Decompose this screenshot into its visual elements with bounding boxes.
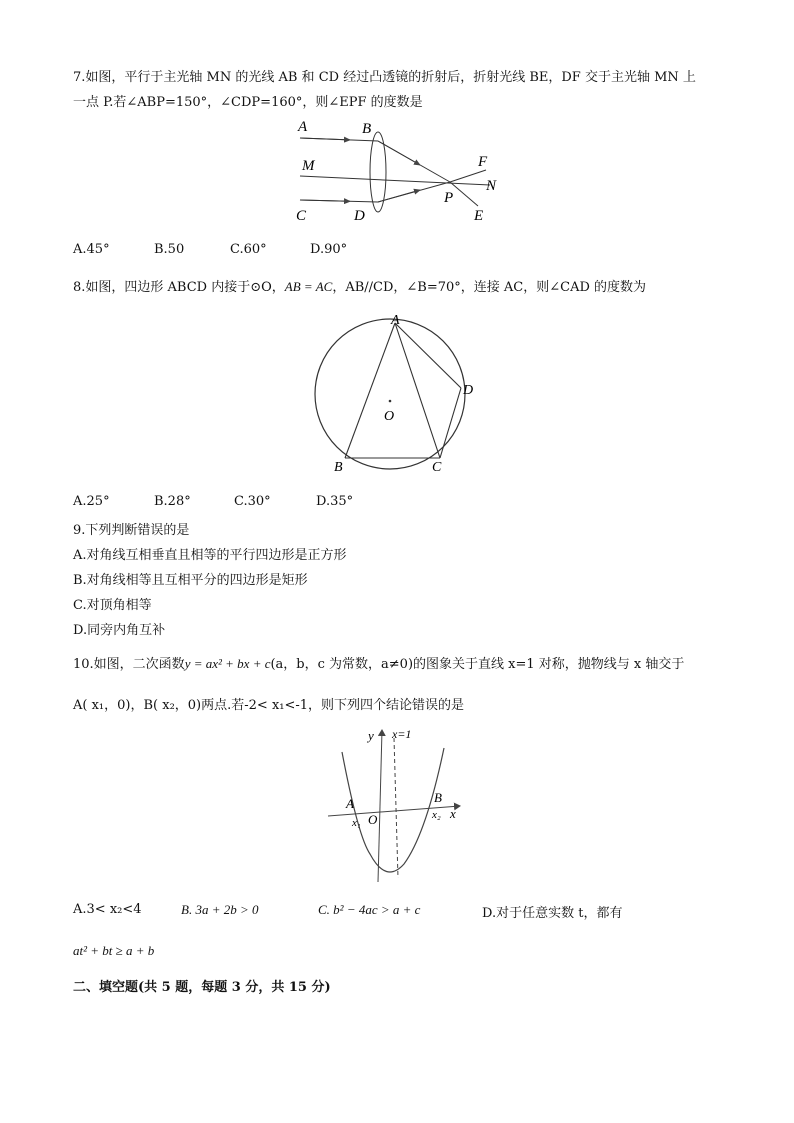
q8-stem-part2: ，AB//CD，∠B=70°，连接 AC，则∠CAD 的度数为 <box>332 280 647 295</box>
q7-option-a: A.45° <box>73 242 110 257</box>
q8-stem-part1: 8.如图，四边形 ABCD 内接于⊙O， <box>73 280 285 295</box>
q7-label-P: P <box>444 190 454 206</box>
q9-option-a: A.对角线互相垂直且相等的平行四边形是正方形 <box>73 548 347 563</box>
q10-option-d: D.对于任意实数 t，都有 <box>482 906 623 921</box>
q10-option-c: C. b² − 4ac > a + c <box>318 902 421 917</box>
q8-circle-figure <box>312 306 482 478</box>
q7-label-E: E <box>474 208 484 224</box>
q8-label-D: D <box>463 383 474 398</box>
q8-stem <box>73 276 646 295</box>
q8-option-b: B.28° <box>154 494 191 509</box>
q9-stem: 9.下列判断错误的是 <box>73 523 190 538</box>
q10-parabola-figure <box>326 724 468 884</box>
q10-option-d-continued: at² + bt ≥ a + b <box>73 943 155 958</box>
q8-arc-equality: AB = AC <box>284 279 333 294</box>
q10-label-y: y <box>368 728 374 743</box>
q7-stem-line1: 7.如图，平行于主光轴 MN 的光线 AB 和 CD 经过凸透镜的折射后，折射光线 BE，DF 交于主光轴 MN 上 <box>73 70 696 85</box>
q7-label-F: F <box>478 154 488 170</box>
q8-label-O: O <box>384 409 395 424</box>
q10-stem-part1: 10.如图，二次函数 <box>73 657 185 672</box>
q10-label-O: O <box>368 812 378 827</box>
q10-function: y = ax² + bx + c <box>184 656 271 671</box>
q7-label-N: N <box>486 178 497 194</box>
q10-label-x2: x₂ <box>432 809 441 821</box>
q10-stem-line2: A( x₁，0)，B( x₂，0)两点.若-2< x₁<-1，则下列四个结论错误的是 <box>73 698 465 713</box>
q7-stem-line2: 一点 P.若∠ABP=150°，∠CDP=160°，则∠EPF 的度数是 <box>73 95 423 110</box>
q7-option-c: C.60° <box>230 242 267 257</box>
q10-stem-part2: (a，b，c 为常数，a≠0)的图象关于直线 x=1 对称，抛物线与 x 轴交于 <box>270 657 685 672</box>
q10-option-a: A.3< x₂<4 <box>73 902 142 917</box>
q8-option-c: C.30° <box>234 494 271 509</box>
q7-label-M: M <box>302 158 315 174</box>
q8-option-a: A.25° <box>73 494 110 509</box>
section-2-title: 二、填空题(共 5 题，每题 3 分，共 15 分) <box>73 980 331 995</box>
q7-option-d: D.90° <box>310 242 348 257</box>
q10-label-A: A <box>346 796 354 811</box>
q10-label-x: x <box>450 806 456 821</box>
q7-label-C: C <box>296 208 307 224</box>
q7-label-D: D <box>354 208 365 224</box>
q10-option-b: B. 3a + 2b > 0 <box>181 902 259 917</box>
q9-option-d: D.同旁内角互补 <box>73 623 166 638</box>
q7-lens-figure <box>290 116 510 228</box>
q7-option-b: B.50 <box>154 242 185 257</box>
q7-label-A: A <box>298 119 308 135</box>
q10-stem-line1 <box>73 653 684 672</box>
q8-option-d: D.35° <box>316 494 354 509</box>
q8-label-C: C <box>432 460 442 475</box>
q8-label-A: A <box>391 313 400 328</box>
q10-label-B: B <box>434 790 442 805</box>
q7-label-B: B <box>362 121 372 137</box>
q8-label-B: B <box>334 460 343 475</box>
q10-label-x1: x₁ <box>352 817 361 829</box>
q9-option-b: B.对角线相等且互相平分的四边形是矩形 <box>73 573 308 588</box>
q10-label-x-equals-1: x=1 <box>392 727 412 741</box>
q9-option-c: C.对顶角相等 <box>73 598 152 613</box>
